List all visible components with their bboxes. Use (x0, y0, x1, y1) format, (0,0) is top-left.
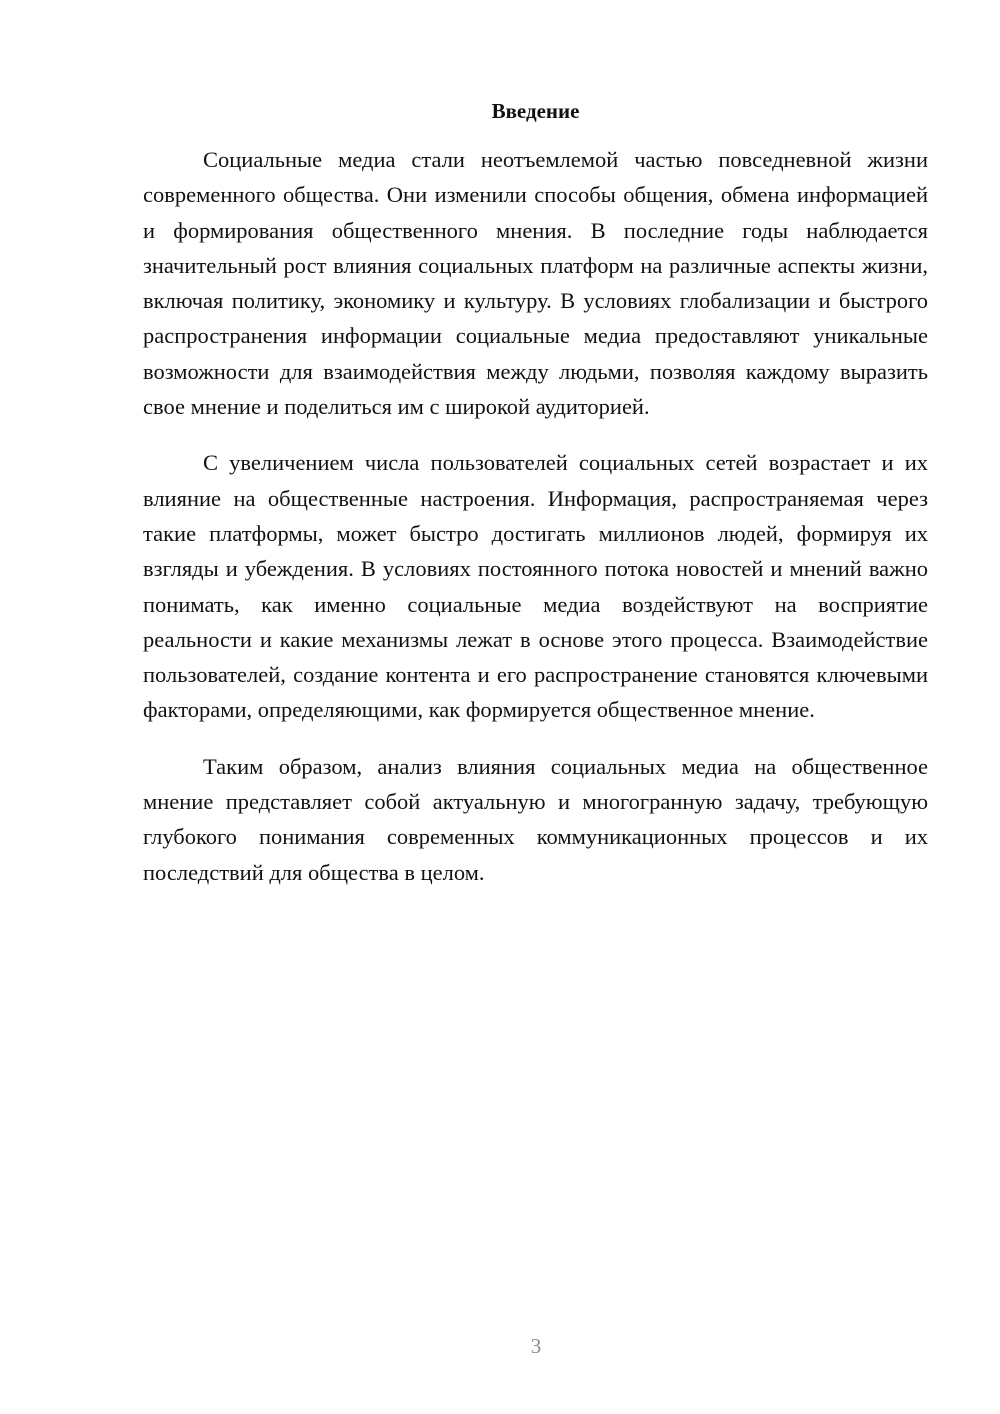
paragraph-1: Социальные медиа стали неотъемлемой частью повседневной жизни современного общества. Они изменили способы общения, обмена информацией и формирования общественного мнения. В последние годы наблюдается значительный рост влияния социальных платформ на различные аспекты жизни, включая политику, экономику и культуру. В условиях глобализации и быстрого распространения информации социальные медиа предоставляют уникальные возможности для взаимодействия между людьми, позволяя каждому выразить свое мнение и поделиться им с широкой аудиторией. (143, 147, 928, 420)
section-heading: Введение (491, 99, 580, 123)
page-number: 3 (530, 1334, 542, 1358)
paragraph-2: С увеличением числа пользователей социальных сетей возрастает и их влияние на общественные настроения. Информация, распространяемая через такие платформы, может быстро достигать миллионов людей, формируя их взгляды и убеждения. В условиях постоянного потока новостей и мнений важно понимать, как именно социальные медиа воздействуют на восприятие реальности и какие механизмы лежат в основе этого процесса. Взаимодействие пользователей, создание контента и его распространение становятся ключевыми факторами, определяющими, как формируется общественное мнение. (143, 450, 928, 723)
body-text (143, 142, 928, 911)
paragraph-3: Таким образом, анализ влияния социальных медиа на общественное мнение представляет собой актуальную и многогранную задачу, требующую глубокого понимания современных коммуникационных процессов и их последствий для общества в целом. (143, 753, 928, 885)
